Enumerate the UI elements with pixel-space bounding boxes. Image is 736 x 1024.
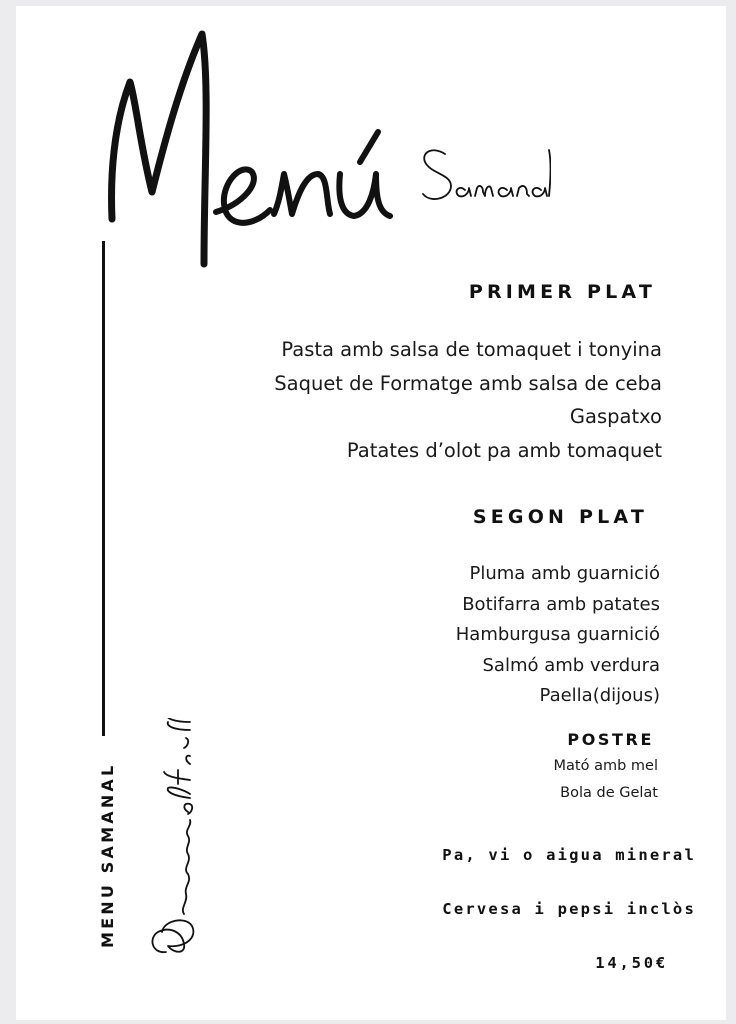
- drinks-included-text: Pa, vi o aigua mineral: [442, 846, 696, 864]
- menu-price: 14,50€: [595, 954, 668, 972]
- list-item: Pluma amb guarnició: [469, 563, 660, 584]
- list-item: Mató amb mel: [553, 758, 658, 774]
- menu-subtitle: [411, 136, 551, 216]
- list-item: Bola de Gelat: [560, 785, 658, 801]
- primer-plat-heading: PRIMER PLAT: [468, 281, 656, 303]
- list-item: Gaspatxo: [569, 405, 662, 428]
- list-item: Saquet de Formatge amb salsa de ceba: [274, 371, 662, 395]
- list-item: Patates d’olot pa amb tomaquet: [346, 438, 662, 462]
- segon-plat-list: [456, 559, 660, 712]
- list-item: Botifarra amb patates: [462, 593, 660, 615]
- list-item: Hamburgusa guarnició: [455, 624, 660, 645]
- beer-included-text: Cervesa i pepsi inclòs: [442, 900, 696, 918]
- list-item: Pasta amb salsa de tomaquet i tonyina: [281, 338, 662, 361]
- primer-plat-list: [274, 333, 662, 467]
- menu-title: [92, 14, 422, 274]
- segon-plat-heading: SEGON PLAT: [472, 506, 648, 528]
- menu-page: [16, 6, 726, 1020]
- restaurant-signature: [144, 718, 214, 958]
- list-item: Paella(dijous): [539, 685, 660, 706]
- postre-list: [554, 753, 658, 807]
- side-label: MENU SAMANAL: [98, 762, 117, 948]
- list-item: Salmó amb verdura: [482, 654, 660, 676]
- vertical-divider-line: [102, 241, 105, 736]
- postre-heading: POSTRE: [567, 730, 654, 749]
